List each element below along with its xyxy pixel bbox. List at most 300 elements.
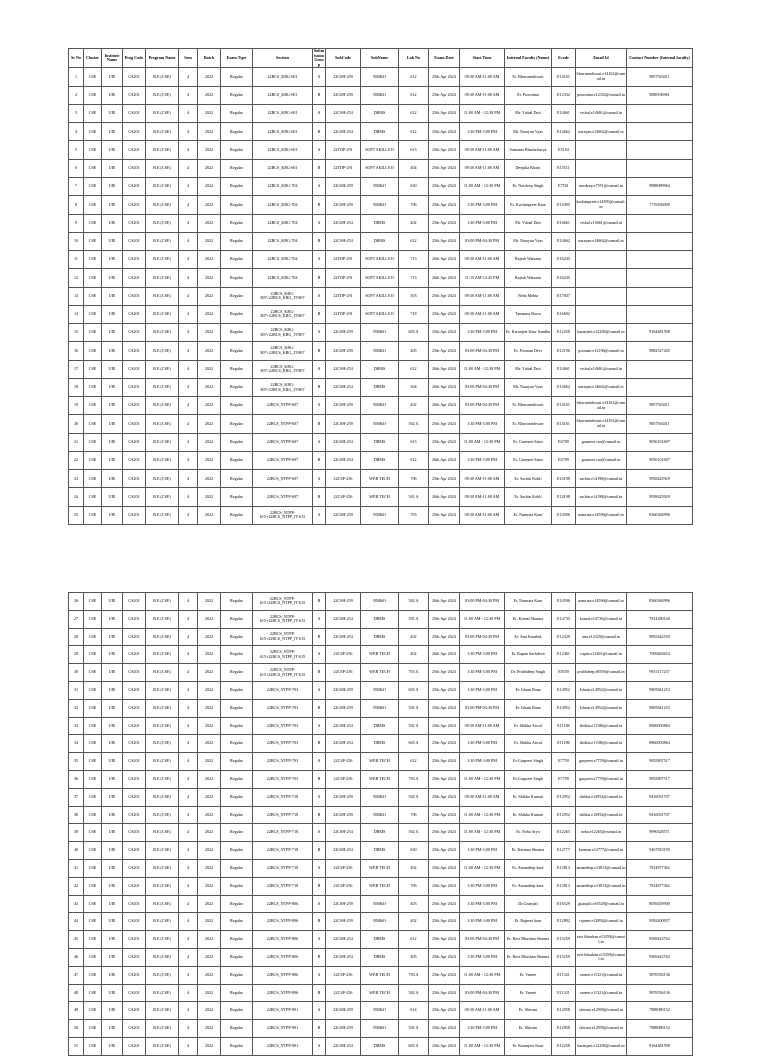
table-cell: 4	[179, 378, 198, 396]
table-cell: 2022	[198, 451, 221, 469]
table-cell: 44	[69, 913, 84, 931]
table-cell: CS201	[123, 196, 146, 214]
table-cell: Er. Ravi Bhushan Sharma	[505, 948, 552, 966]
column-header: Lab No	[399, 49, 429, 68]
table-cell: 22CSH-259	[326, 913, 361, 931]
table-row	[69, 628, 693, 646]
table-cell: Er. Poonam Devi	[505, 342, 552, 360]
table-cell: E11186	[552, 735, 576, 753]
table-cell: UIE	[102, 1020, 123, 1038]
table-cell: WEB TECH	[361, 877, 399, 895]
table-cell: Tamanna Bawa	[505, 305, 552, 323]
table-cell: 1	[69, 68, 84, 86]
table-cell: WEB TECH	[361, 664, 399, 682]
table-cell: Regular	[221, 159, 253, 177]
table-cell: 26th Apr 2024	[429, 646, 460, 664]
table-cell: B.E.(CSE)	[146, 788, 179, 806]
table-cell: 2022	[198, 1020, 221, 1038]
table-cell: CS201	[123, 123, 146, 141]
column-header: Cluster	[84, 49, 102, 68]
table-cell: 25th Apr 2024	[429, 196, 460, 214]
table-cell: 8360364996	[627, 593, 693, 611]
table-cell: 09:30 AM-11:00 AM	[460, 68, 505, 86]
table-cell: 14	[69, 305, 84, 323]
table-cell: 2022	[198, 305, 221, 323]
table-cell: Er. Shikha Atwal	[505, 717, 552, 735]
table-cell: 4	[179, 681, 198, 699]
table-cell: 4	[179, 948, 198, 966]
table-cell: 22BCS_NTPP-615+22BCS_NTPP_IT-615	[253, 593, 313, 611]
table-cell: vaneet.e11321@cumail.in	[576, 984, 627, 1002]
table-cell: CSE	[84, 141, 102, 159]
table-cell: NM&O	[361, 681, 399, 699]
table-cell: sachin.e14198@cumail.in	[576, 470, 627, 488]
table-cell: 22BCS_NTPP-806	[253, 895, 313, 913]
table-cell: 26th Apr 2024	[429, 251, 460, 269]
table-cell: 8866003864	[627, 717, 693, 735]
table-cell: B.E.(CSE)	[146, 859, 179, 877]
table-cell: A	[313, 824, 326, 842]
table-cell: 603 A	[399, 324, 429, 342]
table-cell: Mr. Vishal Dutt	[505, 214, 552, 232]
table-cell: DBMS	[361, 628, 399, 646]
table-cell	[576, 159, 627, 177]
table-cell: Er. Bhuvaneshwari	[505, 68, 552, 86]
table-cell: A	[313, 397, 326, 415]
table-row	[69, 788, 693, 806]
table-cell: CSE	[84, 305, 102, 323]
table-cell: SOFT SKILLS II	[361, 269, 399, 287]
table-cell: 22BCS_KRG-807+22BCS_KRG_IT-807	[253, 378, 313, 396]
table-cell: 2022	[198, 415, 221, 433]
column-header: Email Id	[576, 49, 627, 68]
table-cell: UIE	[102, 159, 123, 177]
table-cell: CSE	[84, 806, 102, 824]
table-cell: 9915117257	[627, 664, 693, 682]
table-cell: Regular	[221, 699, 253, 717]
table-cell: B.E.(CSE)	[146, 806, 179, 824]
table-cell: 2022	[198, 287, 221, 305]
exam-schedule-table-2	[68, 592, 693, 1056]
table-cell: Neha Mehta	[505, 287, 552, 305]
table-cell: 22CSH-259	[326, 895, 361, 913]
table-row	[69, 593, 693, 611]
table-cell: 43	[69, 895, 84, 913]
table-cell: B.E.(CSE)	[146, 506, 179, 524]
table-cell: E12777	[552, 842, 576, 860]
table-cell: 09:30 AM-11:00 AM	[460, 159, 505, 177]
table-cell: 4	[179, 214, 198, 232]
table-cell: 22BCS_KRG-704	[253, 251, 313, 269]
table-cell: 03:00 PM-04:30 PM	[460, 593, 505, 611]
table-cell: DBMS	[361, 1037, 399, 1055]
table-cell: E12958	[552, 1002, 576, 1020]
table-cell: shikha.e12952@cumail.in	[576, 788, 627, 806]
table-cell: 4	[179, 717, 198, 735]
table-cell: B	[313, 628, 326, 646]
table-cell: Regular	[221, 251, 253, 269]
table-cell: 22BCS_KRG-704	[253, 232, 313, 250]
table-cell: NM&O	[361, 1002, 399, 1020]
table-cell: UIE	[102, 842, 123, 860]
table-cell: CS201	[123, 214, 146, 232]
table-cell: 9569422762	[627, 931, 693, 949]
table-cell: CSE	[84, 360, 102, 378]
table-cell: bhuvaneshwari.e14161@cumail.in	[576, 397, 627, 415]
table-cell: gurpreet.e7759@cumail.in	[576, 770, 627, 788]
table-cell: 16	[69, 342, 84, 360]
table-row	[69, 269, 693, 287]
table-cell: 22BCS_KRG-601	[253, 159, 313, 177]
table-cell: 25th Apr 2024	[429, 699, 460, 717]
table-cell: 22BCS_KRG-704	[253, 214, 313, 232]
table-cell: CSE	[84, 324, 102, 342]
table-cell: CSE	[84, 859, 102, 877]
table-cell: DBMS	[361, 214, 399, 232]
table-cell: E12892	[552, 913, 576, 931]
table-cell: 22BCS_NTPP-615+22BCS_NTPP_IT-615	[253, 664, 313, 682]
table-cell: 03:00 PM-04:30 PM	[460, 628, 505, 646]
table-cell: 25th Apr 2024	[429, 717, 460, 735]
table-cell: 12	[69, 269, 84, 287]
table-cell: 22BCS_KRG-704	[253, 177, 313, 195]
table-cell: gurmeet.cse@cumail.in	[576, 451, 627, 469]
table-cell: B.E.(CSE)	[146, 610, 179, 628]
table-cell: 2022	[198, 1002, 221, 1020]
table-cell: gurpreet.e7759@cumail.in	[576, 753, 627, 771]
table-cell: Er. Shikha Atwal	[505, 735, 552, 753]
table-cell: 23	[69, 470, 84, 488]
table-cell: B	[313, 269, 326, 287]
table-cell: A	[313, 251, 326, 269]
table-cell: B	[313, 232, 326, 250]
table-cell: 25th Apr 2024	[429, 824, 460, 842]
table-cell: 26th Apr 2024	[429, 397, 460, 415]
table-row	[69, 324, 693, 342]
table-cell: B	[313, 664, 326, 682]
table-cell: 614	[399, 1002, 429, 1020]
table-cell: 22BCS_NTPP-718	[253, 859, 313, 877]
table-cell: UIE	[102, 123, 123, 141]
table-cell: A	[313, 287, 326, 305]
table-cell: 2022	[198, 123, 221, 141]
table-cell: CS201	[123, 86, 146, 104]
table-cell: A	[313, 931, 326, 949]
table-cell: Er. Amandeep kaur	[505, 877, 552, 895]
table-cell: UIE	[102, 360, 123, 378]
table-cell: 09:30 AM-11:00 AM	[460, 506, 505, 524]
table-cell: E12461	[552, 646, 576, 664]
table-cell: B	[313, 123, 326, 141]
table-cell: 25th Apr 2024	[429, 287, 460, 305]
table-cell: 41	[69, 859, 84, 877]
table-cell: A	[313, 433, 326, 451]
table-cell: E12265	[552, 824, 576, 842]
table-cell	[627, 214, 693, 232]
table-cell: 4	[179, 593, 198, 611]
table-cell: 25th Apr 2024	[429, 877, 460, 895]
table-cell: UIE	[102, 735, 123, 753]
table-cell: shikha.e11186@cumail.in	[576, 735, 627, 753]
table-cell: CS201	[123, 470, 146, 488]
table-row	[69, 1037, 693, 1055]
table-cell: WEB TECH	[361, 646, 399, 664]
table-cell: 48	[69, 984, 84, 1002]
table-cell: B.E.(CSE)	[146, 699, 179, 717]
table-cell: 9857563411	[627, 397, 693, 415]
table-cell: 09:30 AM-11:00 AM	[460, 788, 505, 806]
table-row	[69, 664, 693, 682]
table-cell: CS201	[123, 360, 146, 378]
table-cell: Regular	[221, 593, 253, 611]
table-cell: 404	[399, 159, 429, 177]
table-cell: 4	[179, 86, 198, 104]
table-cell: 22CSH-259	[326, 506, 361, 524]
table-cell: UIE	[102, 770, 123, 788]
table-cell: 47	[69, 966, 84, 984]
table-cell: WEB TECH	[361, 966, 399, 984]
table-cell: CSE	[84, 931, 102, 949]
table-cell: E14161	[552, 68, 576, 86]
table-cell: UIE	[102, 506, 123, 524]
table-cell	[627, 251, 693, 269]
table-cell: UIE	[102, 1037, 123, 1055]
table-cell: Er. Shikha Kumari	[505, 788, 552, 806]
table-cell: B	[313, 415, 326, 433]
table-cell: WEB TECH	[361, 470, 399, 488]
table-cell: 22BCS_NTPP-718	[253, 788, 313, 806]
table-cell: Regular	[221, 378, 253, 396]
table-cell: Ishani.e14952@cumail.in	[576, 681, 627, 699]
table-cell: A	[313, 788, 326, 806]
table-cell: UIE	[102, 948, 123, 966]
table-cell: UIE	[102, 681, 123, 699]
table-cell: 501 A	[399, 717, 429, 735]
table-row	[69, 913, 693, 931]
table-cell: B.E.(CSE)	[146, 269, 179, 287]
table-cell: 22BCS_NTPP-703	[253, 717, 313, 735]
table-cell: UIE	[102, 913, 123, 931]
table-cell: UIE	[102, 269, 123, 287]
table-cell: 22BCS_KRG-704	[253, 269, 313, 287]
table-cell: E14161	[552, 397, 576, 415]
table-cell: 11:00 AM - 12:30 PM	[460, 104, 505, 122]
table-cell: 22BCS_NTPP-703	[253, 699, 313, 717]
table-cell: E14395	[552, 196, 576, 214]
table-cell: CSE	[84, 913, 102, 931]
table-cell: CS201	[123, 506, 146, 524]
table-cell: 25th Apr 2024	[429, 68, 460, 86]
table-cell: A	[313, 681, 326, 699]
table-cell: 31	[69, 681, 84, 699]
table-cell: WEB TECH	[361, 859, 399, 877]
table-cell: Regular	[221, 735, 253, 753]
table-row	[69, 177, 693, 195]
table-cell: 25th Apr 2024	[429, 1002, 460, 1020]
table-cell: 11:15 AM-12:45 PM	[460, 269, 505, 287]
table-cell: 9882527445	[627, 342, 693, 360]
table-cell: 09:30 AM-11:00 AM	[460, 141, 505, 159]
table-cell: 2022	[198, 1037, 221, 1055]
table-cell: 34	[69, 735, 84, 753]
table-cell: 22TDP-291	[326, 159, 361, 177]
table-cell: 22BCS_KRG-807+22BCS_KRG_IT-807	[253, 342, 313, 360]
table-row	[69, 1002, 693, 1020]
table-cell: UIE	[102, 628, 123, 646]
table-cell: 4	[179, 324, 198, 342]
table-cell: DBMS	[361, 931, 399, 949]
table-cell: 22BCS_NTPP-615+22BCS_NTPP_IT-615	[253, 628, 313, 646]
table-cell: CS201	[123, 895, 146, 913]
table-cell: Regular	[221, 913, 253, 931]
table-cell: UIE	[102, 104, 123, 122]
table-cell: NM&O	[361, 342, 399, 360]
column-header: SubCode	[326, 49, 361, 68]
table-cell: B.E.(CSE)	[146, 196, 179, 214]
table-cell: 7888080152	[627, 1020, 693, 1038]
table-cell: B.E.(CSE)	[146, 141, 179, 159]
table-cell	[576, 251, 627, 269]
table-cell: Regular	[221, 287, 253, 305]
table-cell: narayan.e14662@cumail.in	[576, 123, 627, 141]
table-cell: 03:00 PM-04:30 PM	[460, 397, 505, 415]
table-cell: 303	[399, 287, 429, 305]
table-cell: B.E.(CSE)	[146, 470, 179, 488]
table-row	[69, 842, 693, 860]
table-cell: B.E.(CSE)	[146, 1020, 179, 1038]
table-cell: 22CSP-256	[326, 966, 361, 984]
table-cell: 22CSP-256	[326, 470, 361, 488]
table-cell: B	[313, 948, 326, 966]
table-cell: narayan.e14662@cumail.in	[576, 232, 627, 250]
table-row	[69, 360, 693, 378]
table-cell: Er. Namrata Kaur	[505, 506, 552, 524]
table-cell: 25th Apr 2024	[429, 806, 460, 824]
table-cell: 9569422762	[627, 948, 693, 966]
table-cell: 11:00 AM - 12:30 PM	[460, 360, 505, 378]
table-cell: Er. Gurmeet Saini	[505, 433, 552, 451]
table-cell: E12958	[552, 1020, 576, 1038]
table-cell: 21	[69, 433, 84, 451]
column-header: Submission Group	[313, 48, 325, 67]
table-cell: NM&O	[361, 68, 399, 86]
table-cell: 2022	[198, 770, 221, 788]
table-cell: komal.e14735@cumail.in	[576, 610, 627, 628]
table-cell: 2022	[198, 104, 221, 122]
table-cell: 22CSH-254	[326, 842, 361, 860]
table-cell: 2022	[198, 913, 221, 931]
table-cell: 11:00 AM - 12:30 PM	[460, 433, 505, 451]
table-cell: NM&O	[361, 895, 399, 913]
table-cell: CS201	[123, 966, 146, 984]
table-cell: Er. Karanjeet Kaur Sandhu	[505, 324, 552, 342]
table-cell: CSE	[84, 287, 102, 305]
table-cell: 46	[69, 948, 84, 966]
table-cell: UIE	[102, 593, 123, 611]
table-cell: 1:30 PM-3:00 PM	[460, 753, 505, 771]
table-cell: 22BCS_KRG-601	[253, 104, 313, 122]
table-cell: 1:30 PM-3:00 PM	[460, 196, 505, 214]
table-cell: prabhdeep.e8559@cumail.in	[576, 664, 627, 682]
table-cell: CS201	[123, 451, 146, 469]
table-row	[69, 104, 693, 122]
table-cell: Mr. Narayan Vyas	[505, 378, 552, 396]
table-cell: 718	[399, 305, 429, 323]
table-cell: 2022	[198, 506, 221, 524]
table-cell: bhuvaneshwari.e14161@cumail.in	[576, 68, 627, 86]
table-cell: 4	[69, 123, 84, 141]
table-cell: Er. Vaneet	[505, 966, 552, 984]
table-cell: 9855442550	[627, 628, 693, 646]
table-cell: Regular	[221, 610, 253, 628]
table-cell: E17847	[552, 287, 576, 305]
table-cell: 26	[69, 593, 84, 611]
table-cell: SOFT SKILLS II	[361, 251, 399, 269]
table-cell: 9164481598	[627, 324, 693, 342]
table-cell: Regular	[221, 984, 253, 1002]
table-cell: 22CSP-256	[326, 859, 361, 877]
table-cell: A	[313, 360, 326, 378]
table-cell: CS201	[123, 305, 146, 323]
table-cell: 20	[69, 415, 84, 433]
table-cell: 25th Apr 2024	[429, 931, 460, 949]
table-row	[69, 68, 693, 86]
table-cell: CSE	[84, 196, 102, 214]
table-cell: UIE	[102, 895, 123, 913]
table-row	[69, 948, 693, 966]
table-cell: narayan.e14662@cumail.in	[576, 378, 627, 396]
column-header: Contact Number (Internal faculty)	[627, 49, 693, 68]
table-cell: UIE	[102, 86, 123, 104]
table-cell: Er. Bhuvaneshwari	[505, 415, 552, 433]
table-cell: CSE	[84, 681, 102, 699]
table-cell: 2022	[198, 251, 221, 269]
table-cell: 7888080152	[627, 1002, 693, 1020]
table-cell: UIE	[102, 877, 123, 895]
table-cell: B	[313, 378, 326, 396]
table-row	[69, 159, 693, 177]
table-cell: Regular	[221, 433, 253, 451]
table-cell: 7	[69, 177, 84, 195]
table-cell: namrata.e14596@cumail.in	[576, 593, 627, 611]
table-row	[69, 415, 693, 433]
table-cell: B.E.(CSE)	[146, 913, 179, 931]
table-cell: 11:00 AM - 12:30 PM	[460, 610, 505, 628]
table-row	[69, 610, 693, 628]
table-cell: CSE	[84, 824, 102, 842]
table-cell: CS201	[123, 931, 146, 949]
table-cell: 7009463654	[627, 646, 693, 664]
table-cell: CS201	[123, 824, 146, 842]
table-cell: UIE	[102, 470, 123, 488]
table-cell: vishal.e14661@cumail.in	[576, 104, 627, 122]
table-cell: Regular	[221, 1037, 253, 1055]
table-cell: CSE	[84, 415, 102, 433]
table-cell: 1:30 PM-3:00 PM	[460, 877, 505, 895]
table-cell: 9467810195	[627, 842, 693, 860]
table-cell: 25th Apr 2024	[429, 788, 460, 806]
table-row	[69, 123, 693, 141]
table-cell: 706	[399, 806, 429, 824]
table-cell: B.E.(CSE)	[146, 342, 179, 360]
table-cell: 2022	[198, 232, 221, 250]
table-cell: 7814877362	[627, 877, 693, 895]
table-cell: DBMS	[361, 104, 399, 122]
table-cell: 3	[69, 104, 84, 122]
table-cell: CSE	[84, 1020, 102, 1038]
table-cell: CSE	[84, 86, 102, 104]
table-cell: 9805841253	[627, 699, 693, 717]
